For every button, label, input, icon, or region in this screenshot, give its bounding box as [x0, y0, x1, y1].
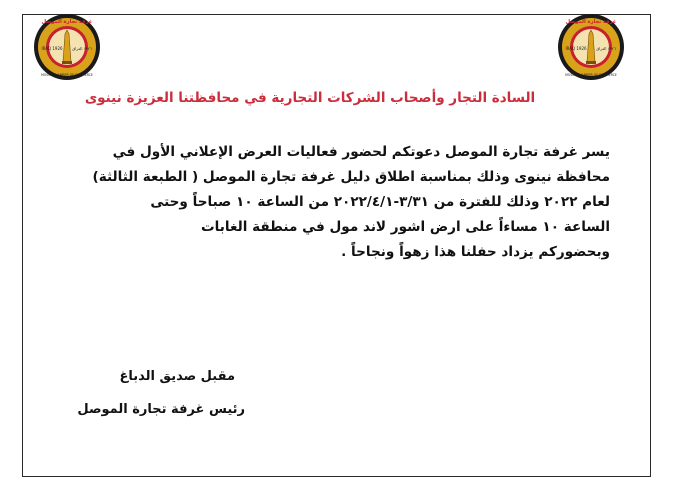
body-line: محافظة نينوى وذلك بمناسبة اطلاق دليل غرفة تجارة الموصل ( الطبعة الثالثة): [92, 169, 610, 185]
logo-bottom-text: MOSUL CHAMBER OF COMMERCE: [41, 73, 93, 77]
logo-year-right: ١٩٢٦ العراق: [596, 46, 616, 51]
body-line: الساعة ١٠ مساءاً على ارض اشور لاند مول في منطقة الغابات: [201, 219, 610, 235]
body-line: وبحضوركم يزداد حفلنا هذا زهواً ونجاحاً .: [341, 244, 610, 260]
invitation-body: [92, 140, 610, 265]
logo-year-left: IRAQ 1926: [41, 46, 63, 51]
logo-top-text: غرفة تجارة الموصل: [41, 19, 93, 25]
chamber-logo-right: [556, 12, 626, 82]
body-line: لعام ٢٠٢٢ وذلك للفترة من ٣/٣١-٢٠٢٢/٤/١ من الساعة ١٠ صباحاً وحتى: [150, 194, 610, 210]
logo-year-left: IRAQ 1926: [565, 46, 587, 51]
body-line: يسر غرفة تجارة الموصل دعوتكم لحضور فعاليات العرض الإعلاني الأول في: [112, 144, 610, 160]
signatory-name: مقبل صديق الدباغ: [119, 369, 235, 384]
logo-bottom-text: MOSUL CHAMBER OF COMMERCE: [565, 73, 617, 77]
logo-top-text: غرفة تجارة الموصل: [565, 19, 617, 25]
chamber-logo-left: [32, 12, 102, 82]
logo-year-right: ١٩٢٦ العراق: [72, 46, 92, 51]
signatory-title: رئيس غرفة تجارة الموصل: [77, 402, 245, 417]
document-heading: السادة التجار وأصحاب الشركات التجارية في محافظتنا العزيزة نينوى: [84, 90, 536, 106]
